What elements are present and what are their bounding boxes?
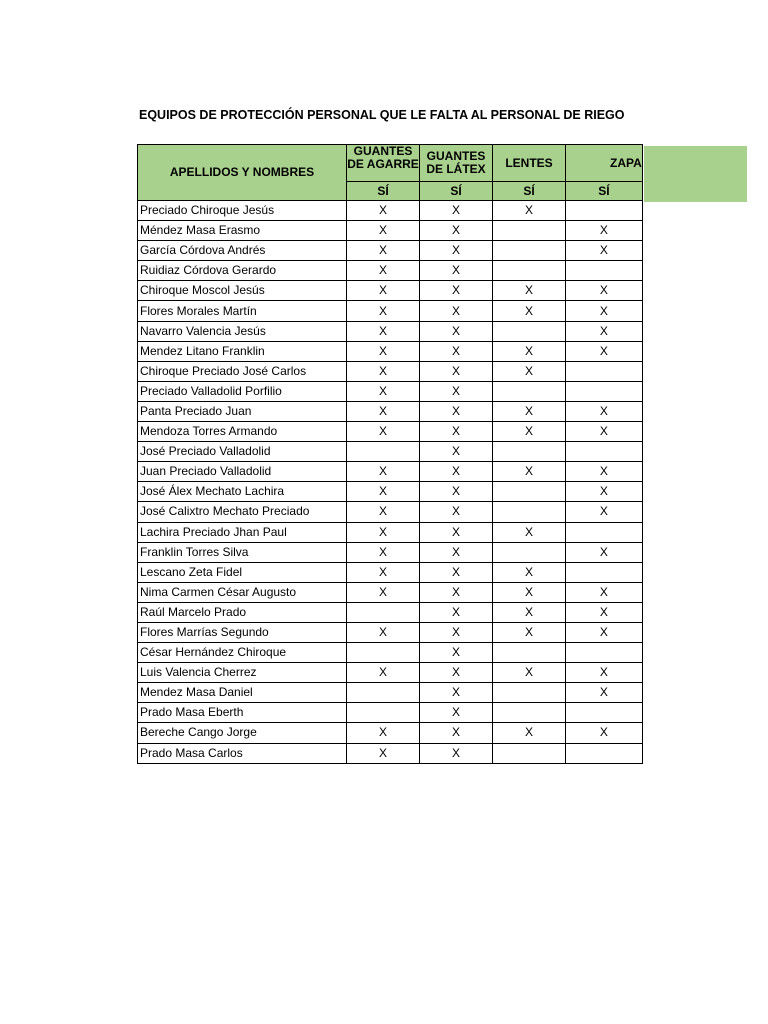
table-row [138, 381, 643, 401]
table-row [138, 462, 643, 482]
row-mark-c2: X [420, 522, 493, 542]
table-row [138, 562, 643, 582]
row-name: Navarro Valencia Jesús [138, 321, 347, 341]
row-name: Raúl Marcelo Prado [138, 602, 347, 622]
row-mark-c1: X [347, 301, 420, 321]
row-mark-c4: X [566, 221, 643, 241]
row-mark-c1: X [347, 361, 420, 381]
table-row [138, 643, 643, 663]
table-header [138, 145, 643, 201]
row-mark-c1 [347, 683, 420, 703]
row-mark-c2: X [420, 321, 493, 341]
row-name: Prado Masa Carlos [138, 743, 347, 763]
row-mark-c3: X [493, 522, 566, 542]
ppe-table [137, 144, 643, 764]
row-mark-c2: X [420, 703, 493, 723]
row-mark-c1: X [347, 221, 420, 241]
row-name: Luis Valencia Cherrez [138, 663, 347, 683]
row-mark-c1: X [347, 542, 420, 562]
row-name: Chiroque Preciado José Carlos [138, 361, 347, 381]
row-mark-c2: X [420, 643, 493, 663]
row-mark-c1: X [347, 582, 420, 602]
row-name: Preciado Valladolid Porfilio [138, 381, 347, 401]
row-name: José Calixtro Mechato Preciado [138, 502, 347, 522]
row-name: Mendez Masa Daniel [138, 683, 347, 703]
document-title: EQUIPOS DE PROTECCIÓN PERSONAL QUE LE FALTA AL PERSONAL DE RIEGO [139, 108, 625, 122]
table-row [138, 703, 643, 723]
row-mark-c3 [493, 221, 566, 241]
row-mark-c3 [493, 381, 566, 401]
header-shoes-label: ZAPA [610, 155, 642, 170]
row-mark-c3: X [493, 562, 566, 582]
row-mark-c1: X [347, 201, 420, 221]
row-mark-c2: X [420, 743, 493, 763]
row-name: Prado Masa Eberth [138, 703, 347, 723]
row-mark-c2: X [420, 683, 493, 703]
row-mark-c4: X [566, 281, 643, 301]
table-row [138, 321, 643, 341]
row-mark-c4 [566, 361, 643, 381]
table-row [138, 221, 643, 241]
row-mark-c3: X [493, 361, 566, 381]
row-mark-c3 [493, 743, 566, 763]
row-mark-c2: X [420, 462, 493, 482]
row-mark-c2: X [420, 381, 493, 401]
row-mark-c1: X [347, 261, 420, 281]
row-mark-c3 [493, 241, 566, 261]
row-mark-c2: X [420, 622, 493, 642]
row-name: José Preciado Valladolid [138, 442, 347, 462]
row-mark-c4 [566, 643, 643, 663]
table-row [138, 602, 643, 622]
row-mark-c1 [347, 703, 420, 723]
row-mark-c3 [493, 261, 566, 281]
header-sub-1: SÍ [347, 182, 420, 201]
row-mark-c3: X [493, 422, 566, 442]
table-row [138, 301, 643, 321]
row-mark-c1: X [347, 723, 420, 743]
row-mark-c2: X [420, 602, 493, 622]
table-row [138, 241, 643, 261]
row-mark-c4 [566, 381, 643, 401]
row-mark-c3 [493, 703, 566, 723]
table-row [138, 361, 643, 381]
row-mark-c4: X [566, 241, 643, 261]
row-mark-c3: X [493, 401, 566, 421]
row-mark-c2: X [420, 422, 493, 442]
row-mark-c2: X [420, 562, 493, 582]
row-mark-c1: X [347, 522, 420, 542]
row-name: Ruidiaz Córdova Gerardo [138, 261, 347, 281]
row-mark-c1: X [347, 562, 420, 582]
row-mark-c4: X [566, 502, 643, 522]
row-mark-c3: X [493, 301, 566, 321]
row-mark-c2: X [420, 663, 493, 683]
row-mark-c1: X [347, 502, 420, 522]
row-name: Chiroque Moscol Jesús [138, 281, 347, 301]
table-row [138, 723, 643, 743]
header-gloves-latex: GUANTES DE LÁTEX [420, 145, 493, 182]
row-mark-c3 [493, 643, 566, 663]
row-mark-c1 [347, 442, 420, 462]
row-name: Flores Morales Martín [138, 301, 347, 321]
row-mark-c4 [566, 743, 643, 763]
row-mark-c2: X [420, 401, 493, 421]
table-body [138, 201, 643, 764]
row-mark-c2: X [420, 261, 493, 281]
row-mark-c1: X [347, 381, 420, 401]
row-mark-c3 [493, 442, 566, 462]
row-mark-c4: X [566, 321, 643, 341]
row-mark-c3: X [493, 602, 566, 622]
row-mark-c4 [566, 703, 643, 723]
row-name: Nima Carmen César Augusto [138, 582, 347, 602]
row-mark-c2: X [420, 723, 493, 743]
row-mark-c3: X [493, 201, 566, 221]
row-mark-c1: X [347, 482, 420, 502]
header-glasses: LENTES [493, 145, 566, 182]
table-row [138, 622, 643, 642]
row-mark-c2: X [420, 361, 493, 381]
row-mark-c2: X [420, 241, 493, 261]
row-mark-c4 [566, 261, 643, 281]
row-mark-c4: X [566, 622, 643, 642]
row-name: Mendez Litano Franklin [138, 341, 347, 361]
table-row [138, 261, 643, 281]
table-row [138, 743, 643, 763]
row-name: Méndez Masa Erasmo [138, 221, 347, 241]
row-name: Lescano Zeta Fidel [138, 562, 347, 582]
row-mark-c1: X [347, 341, 420, 361]
row-mark-c4: X [566, 462, 643, 482]
row-mark-c2: X [420, 341, 493, 361]
row-mark-c4 [566, 522, 643, 542]
row-mark-c1: X [347, 321, 420, 341]
header-gloves-grip [347, 145, 420, 182]
row-mark-c1: X [347, 281, 420, 301]
row-mark-c4: X [566, 683, 643, 703]
row-mark-c1 [347, 643, 420, 663]
row-mark-c4 [566, 562, 643, 582]
row-mark-c1: X [347, 743, 420, 763]
header-overflow-fill [644, 146, 747, 202]
row-name: Lachira Preciado Jhan Paul [138, 522, 347, 542]
row-mark-c4 [566, 201, 643, 221]
row-mark-c3 [493, 482, 566, 502]
row-mark-c2: X [420, 502, 493, 522]
row-mark-c1: X [347, 462, 420, 482]
table-row [138, 542, 643, 562]
row-mark-c3: X [493, 663, 566, 683]
row-mark-c2: X [420, 281, 493, 301]
table-row [138, 401, 643, 421]
row-name: Flores Marrías Segundo [138, 622, 347, 642]
table-row [138, 482, 643, 502]
header-sub-2: SÍ [420, 182, 493, 201]
row-mark-c4: X [566, 422, 643, 442]
row-mark-c1: X [347, 622, 420, 642]
row-mark-c4: X [566, 663, 643, 683]
table-row [138, 422, 643, 442]
row-mark-c2: X [420, 201, 493, 221]
row-mark-c2: X [420, 442, 493, 462]
row-mark-c4: X [566, 301, 643, 321]
row-mark-c3 [493, 321, 566, 341]
row-mark-c3 [493, 502, 566, 522]
row-mark-c2: X [420, 221, 493, 241]
row-name: Franklin Torres Silva [138, 542, 347, 562]
row-mark-c1: X [347, 401, 420, 421]
row-name: García Córdova Andrés [138, 241, 347, 261]
row-mark-c4: X [566, 401, 643, 421]
row-name: José Álex Mechato Lachira [138, 482, 347, 502]
table-row [138, 582, 643, 602]
header-sub-3: SÍ [493, 182, 566, 201]
table-row [138, 522, 643, 542]
row-mark-c1: X [347, 241, 420, 261]
table-row [138, 663, 643, 683]
table-row [138, 341, 643, 361]
row-mark-c3: X [493, 341, 566, 361]
row-mark-c4: X [566, 341, 643, 361]
row-mark-c4: X [566, 482, 643, 502]
row-mark-c2: X [420, 301, 493, 321]
table-row [138, 502, 643, 522]
row-mark-c2: X [420, 542, 493, 562]
row-mark-c4: X [566, 602, 643, 622]
row-mark-c3 [493, 683, 566, 703]
row-mark-c4: X [566, 582, 643, 602]
row-mark-c1: X [347, 663, 420, 683]
table-row [138, 683, 643, 703]
row-mark-c4: X [566, 542, 643, 562]
header-row [138, 145, 643, 182]
table-row [138, 281, 643, 301]
row-mark-c1: X [347, 422, 420, 442]
row-mark-c3: X [493, 462, 566, 482]
row-mark-c1 [347, 602, 420, 622]
row-name: Mendoza Torres Armando [138, 422, 347, 442]
row-name: Bereche Cango Jorge [138, 723, 347, 743]
row-name: César Hernández Chiroque [138, 643, 347, 663]
row-mark-c3: X [493, 582, 566, 602]
header-names: APELLIDOS Y NOMBRES [138, 145, 347, 201]
row-mark-c3 [493, 542, 566, 562]
row-mark-c2: X [420, 582, 493, 602]
table-row [138, 201, 643, 221]
row-name: Juan Preciado Valladolid [138, 462, 347, 482]
header-gloves-grip-label: GUANTES DE AGARRE [347, 145, 419, 171]
row-mark-c2: X [420, 482, 493, 502]
row-mark-c3: X [493, 723, 566, 743]
row-mark-c4: X [566, 723, 643, 743]
row-mark-c3: X [493, 281, 566, 301]
row-mark-c4 [566, 442, 643, 462]
header-sub-4: SÍ [566, 182, 643, 201]
row-name: Preciado Chiroque Jesús [138, 201, 347, 221]
header-shoes [566, 145, 643, 182]
table-row [138, 442, 643, 462]
row-mark-c3: X [493, 622, 566, 642]
row-name: Panta Preciado Juan [138, 401, 347, 421]
